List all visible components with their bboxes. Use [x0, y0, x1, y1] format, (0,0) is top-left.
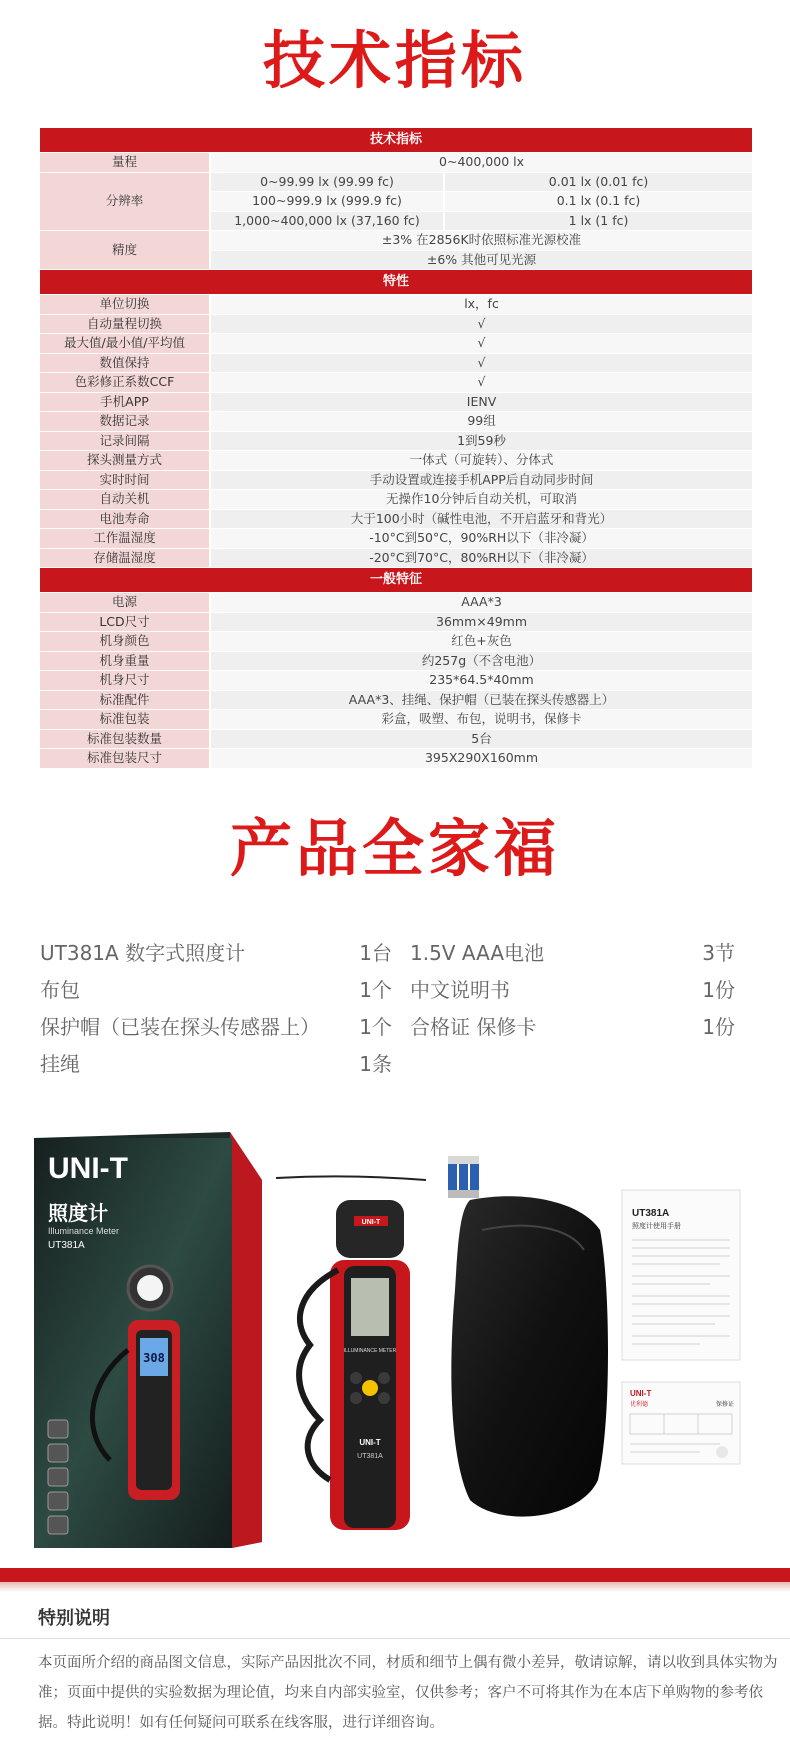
product-box: [34, 1132, 262, 1548]
package-list-left: [40, 935, 392, 1083]
product-photo: [0, 1120, 790, 1550]
spec-key: 分辨率: [40, 172, 210, 231]
list-item: [40, 1009, 392, 1046]
spec-key: 色彩修正系数CCF: [40, 373, 210, 393]
spec-key: 标准包装数量: [40, 729, 210, 749]
spec-value: IENV: [210, 392, 752, 412]
package-item-name: 1.5V AAA电池: [410, 941, 545, 965]
spec-value: 235*64.5*40mm: [210, 671, 752, 691]
spec-value: 5台: [210, 729, 752, 749]
spec-value: √: [210, 353, 752, 373]
table-row: [40, 373, 752, 393]
spec-key: 数据记录: [40, 412, 210, 432]
spec-key: LCD尺寸: [40, 612, 210, 632]
spec-value: 1到59秒: [210, 431, 752, 451]
manual-title: UT381A: [632, 1208, 670, 1219]
box-brand: UNI-T: [48, 1152, 128, 1185]
spec-value: 红色+灰色: [210, 632, 752, 652]
warranty-card: [622, 1382, 740, 1464]
family-heading: 产品全家福: [229, 812, 560, 885]
spec-key: 工作温湿度: [40, 529, 210, 549]
spec-value: √: [210, 373, 752, 393]
spec-key: 手机APP: [40, 392, 210, 412]
divider: [0, 1638, 790, 1639]
spec-value: 无操作10分钟后自动关机，可取消: [210, 490, 752, 510]
spec-value: 395X290X160mm: [210, 749, 752, 769]
table-row: [40, 632, 752, 652]
spec-value: 大于100小时（碱性电池，不开启蓝牙和背光）: [210, 509, 752, 529]
spec-value: ±6% 其他可见光源: [210, 250, 752, 270]
table-row: [40, 509, 752, 529]
spec-value: 0.01 lx (0.01 fc): [444, 172, 752, 192]
product-illustration: [0, 1120, 790, 1550]
notice-title: 特别说明: [38, 1608, 110, 1629]
list-item: [40, 1046, 392, 1083]
card-label: 保修证: [716, 1401, 735, 1408]
table-row: [40, 710, 752, 730]
table-row: [40, 295, 752, 315]
spec-key: 标准配件: [40, 690, 210, 710]
spec-value: -20°C到70°C，80%RH以下（非冷凝）: [210, 548, 752, 568]
card-brand: UNI-T: [630, 1389, 652, 1398]
table-row: [40, 231, 752, 251]
box-name-cn: 照度计: [48, 1201, 108, 1225]
spec-key: 机身颜色: [40, 632, 210, 652]
spec-value: 0~99.99 lx (99.99 fc): [210, 172, 444, 192]
box-name-en: Illuminance Meter: [48, 1226, 120, 1236]
spec-value: 36mm×49mm: [210, 612, 752, 632]
package-item-qty: 1台: [359, 941, 392, 965]
spec-value: AAA*3、挂绳、保护帽（已装在探头传感器上）: [210, 690, 752, 710]
spec-value: lx，fc: [210, 295, 752, 315]
spec-value: √: [210, 314, 752, 334]
package-item-qty: 1份: [702, 978, 735, 1002]
spec-key: 量程: [40, 153, 210, 173]
spec-value: 99组: [210, 412, 752, 432]
spec-key: 电源: [40, 593, 210, 613]
manual-subtitle: 照度计使用手册: [632, 1222, 681, 1230]
user-manual: [622, 1190, 740, 1360]
package-item-name: 挂绳: [40, 1052, 80, 1076]
notice-divider: [0, 1568, 790, 1582]
meter-model: UT381A: [357, 1453, 383, 1460]
meter-device: [299, 1200, 410, 1530]
spec-value: AAA*3: [210, 593, 752, 613]
spec-key: 标准包装: [40, 710, 210, 730]
section-title: 一般特征: [40, 568, 752, 593]
table-row: [40, 671, 752, 691]
table-row: [40, 172, 752, 192]
spec-value: 0~400,000 lx: [210, 153, 752, 173]
spec-key: 存储温湿度: [40, 548, 210, 568]
table-row: [40, 548, 752, 568]
package-item-qty: 1个: [359, 978, 392, 1002]
table-row: [40, 353, 752, 373]
meter-brand: UNI-T: [359, 1438, 381, 1447]
specs-heading: 技术指标: [262, 24, 527, 97]
package-item-name: 保护帽（已装在探头传感器上）: [40, 1015, 320, 1039]
table-row: [40, 412, 752, 432]
package-item-name: 中文说明书: [410, 978, 510, 1002]
lanyard: [276, 1176, 426, 1180]
list-item: [410, 972, 735, 1009]
meter-label: ILLUMINANCE METER: [343, 1348, 397, 1354]
package-list-right: [410, 935, 735, 1046]
table-row: [40, 392, 752, 412]
carry-bag: [451, 1196, 608, 1516]
spec-value: 彩盒，吸塑、布包，说明书，保修卡: [210, 710, 752, 730]
section-title: 技术指标: [40, 128, 752, 153]
section-header-tech: [40, 128, 752, 153]
table-row: [40, 490, 752, 510]
list-item: [40, 972, 392, 1009]
table-row: [40, 334, 752, 354]
table-row: [40, 612, 752, 632]
spec-key: 电池寿命: [40, 509, 210, 529]
table-row: [40, 314, 752, 334]
spec-key: 单位切换: [40, 295, 210, 315]
spec-value: -10°C到50°C，90%RH以下（非冷凝）: [210, 529, 752, 549]
list-item: [40, 935, 392, 972]
table-row: [40, 729, 752, 749]
spec-key: 精度: [40, 231, 210, 270]
table-row: [40, 153, 752, 173]
table-row: [40, 431, 752, 451]
package-item-name: 合格证 保修卡: [410, 1015, 537, 1039]
table-row: [40, 651, 752, 671]
spec-value: 100~999.9 lx (999.9 fc): [210, 192, 444, 212]
section-header-features: [40, 270, 752, 295]
table-row: [40, 690, 752, 710]
box-model: UT381A: [48, 1240, 85, 1251]
box-lcd-reading: 308: [143, 1351, 165, 1365]
spec-value: 0.1 lx (0.1 fc): [444, 192, 752, 212]
spec-key: 数值保持: [40, 353, 210, 373]
spec-value: 1,000~400,000 lx (37,160 fc): [210, 211, 444, 231]
spec-value: 手动设置或连接手机APP后自动同步时间: [210, 470, 752, 490]
table-row: [40, 470, 752, 490]
batteries: [448, 1156, 479, 1198]
table-row: [40, 749, 752, 769]
spec-key: 机身重量: [40, 651, 210, 671]
spec-key: 机身尺寸: [40, 671, 210, 691]
spec-key: 最大值/最小值/平均值: [40, 334, 210, 354]
package-item-name: 布包: [40, 978, 80, 1002]
table-row: [40, 451, 752, 471]
spec-key: 实时时间: [40, 470, 210, 490]
section-title: 特性: [40, 270, 752, 295]
spec-key: 自动量程切换: [40, 314, 210, 334]
package-item-name: UT381A 数字式照度计: [40, 941, 246, 965]
section-header-general: [40, 568, 752, 593]
spec-key: 自动关机: [40, 490, 210, 510]
spec-value: 约257g（不含电池）: [210, 651, 752, 671]
table-row: [40, 529, 752, 549]
list-item: [410, 1009, 735, 1046]
spec-value: ±3% 在2856K时依照标准光源校准: [210, 231, 752, 251]
meter-cap-brand: UNI-T: [361, 1219, 381, 1226]
spec-key: 记录间隔: [40, 431, 210, 451]
notice-text: 本页面所介绍的商品图文信息，实际产品因批次不同，材质和细节上偶有微小差异，敬请谅解，请以收到具体实物为准；页面中提供的实验数据为理论值，均来自内部实验室，仅供参考；客户不可将其作为在本店下单购物的参考依据。特此说明！如有任何疑问可联系在线客服，进行详细咨询。: [38, 1655, 778, 1731]
spec-value: √: [210, 334, 752, 354]
table-row: [40, 593, 752, 613]
spec-key: 标准包装尺寸: [40, 749, 210, 769]
spec-table: [40, 128, 752, 769]
package-item-qty: 1份: [702, 1015, 735, 1039]
spec-key: 探头测量方式: [40, 451, 210, 471]
card-brand-cn: 优利德: [630, 1401, 649, 1408]
list-item: [410, 935, 735, 972]
package-item-qty: 3节: [702, 941, 735, 965]
package-item-qty: 1条: [359, 1052, 392, 1076]
spec-value: 一体式（可旋转）、分体式: [210, 451, 752, 471]
package-item-qty: 1个: [359, 1015, 392, 1039]
spec-value: 1 lx (1 fc): [444, 211, 752, 231]
